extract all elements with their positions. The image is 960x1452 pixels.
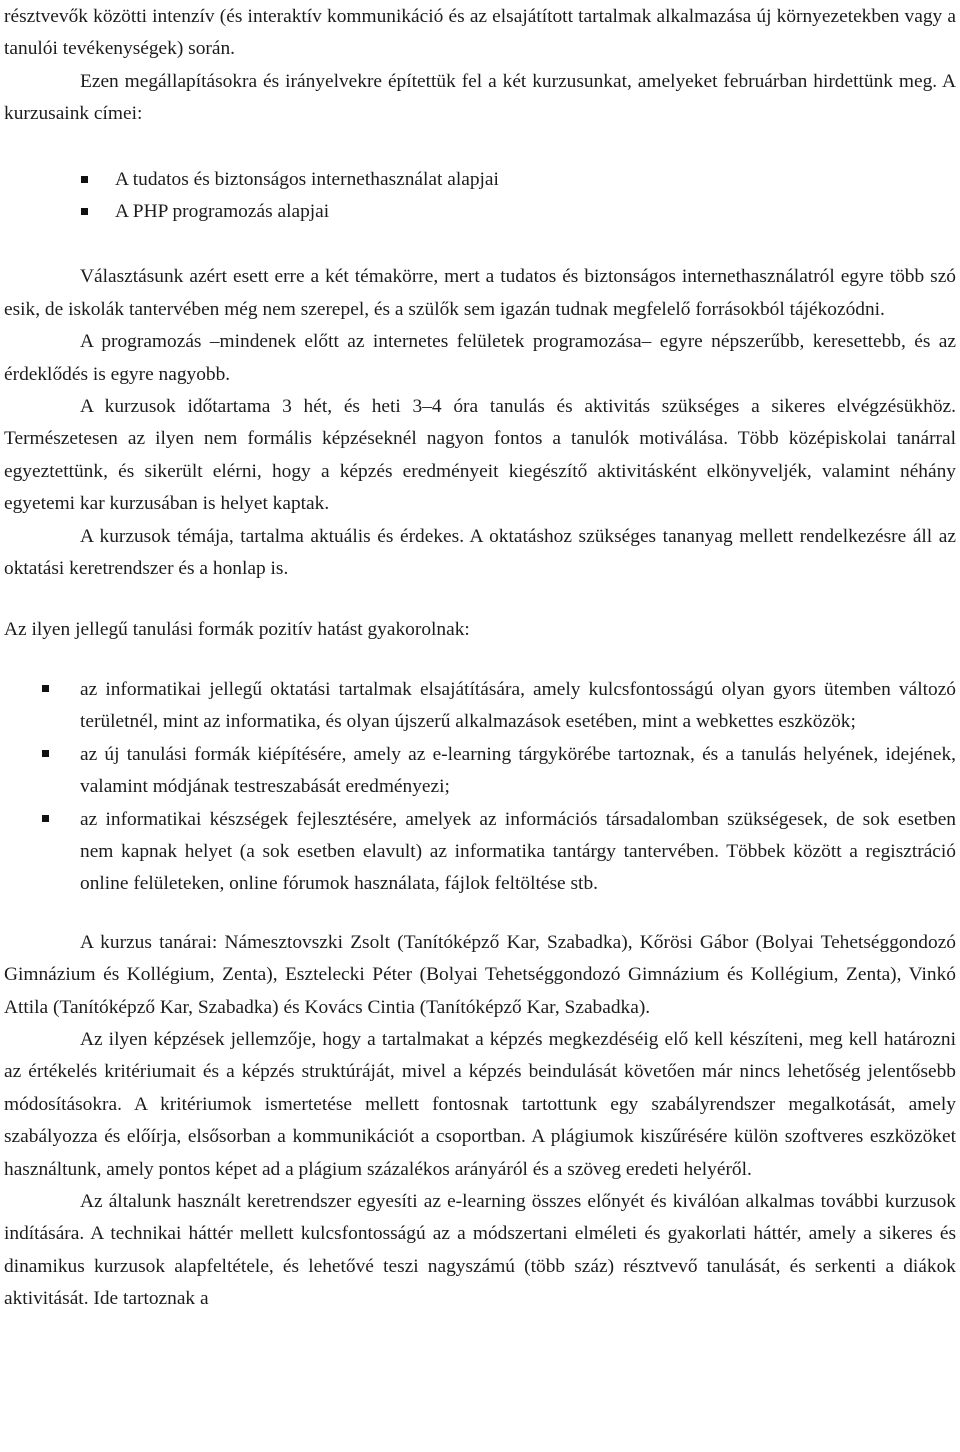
list-item: [4, 196, 956, 228]
square-bullet-icon: [42, 815, 49, 822]
paragraph-framework: Az általunk használt keretrendszer egyesíti az e-learning összes előnyét és kiválóan alkalmas további kurzusok indítására. A technikai háttér mellett kulcsfontosságú az a módszertani elméleti és gyakorlati háttér, amely a sikeres és dinamikus kurzusok alapfeltétele, és lehetővé teszi nagyszámú (több száz) résztvevő tanulását, és serkenti a diákok aktivitását. Ide tartoznak a: [4, 1191, 956, 1310]
paragraph-courses-intro: Ezen megállapításokra és irányelvekre építettük fel a két kurzusunkat, amelyeket februárban hirdettünk meg. A kurzusaink címei:: [4, 70, 956, 125]
effect-text: az informatikai jellegű oktatási tartalmak elsajátítására, amely kulcsfontosságú olyan gyors ütemben változó területnél, mint az informatika, és olyan újszerű alkalmazások esetében, mint a webkettes eszközök;: [80, 678, 956, 733]
list-item: [4, 164, 956, 196]
course-title-list: [4, 164, 956, 229]
square-bullet-icon: [81, 176, 88, 183]
paragraph-duration: A kurzusok időtartama 3 hét, és heti 3–4 óra tanulás és aktivitás szükséges a sikeres elvégzésükhöz. Természetesen az ilyen nem formális képzéseknél nagyon fontos a tanulók motiválása. Több középiskolai tanárral egyeztettünk, és sikerült elérni, hogy a képzés eredményeit kiegészítő aktivitásként elkönyveljék, valamint néhány egyetemi kar kurzusában is helyet kaptak.: [4, 396, 956, 515]
paragraph-preparation: Az ilyen képzések jellemzője, hogy a tartalmakat a képzés megkezdéséig elő kell készíteni, meg kell határozni az értékelés kritériumait és a képzés struktúráját, mivel a képzés beindulását követően már nincs lehetőség jelentősebb módosításokra. A kritériumok ismertetése mellett fontosnak tartottunk egy szabályrendszer megalkotását, amely szabályozza és előírja, elsősorban a kommunikációt a csoportban. A plágiumok kiszűrésére külön szoftveres eszközöket használtunk, amely pontos képet ad a plágium százalékos arányáról és a szöveg eredeti helyéről.: [4, 1028, 956, 1180]
effects-heading: Az ilyen jellegű tanulási formák pozitív hatást gyakorolnak:: [4, 618, 470, 640]
square-bullet-icon: [81, 208, 88, 215]
spacer: [4, 131, 956, 164]
effect-text: az informatikai készségek fejlesztésére, amelyek az információs társadalomban szükségesek, de sok esetben nem kapnak helyet (a sok esetben elavult) az informatika tantárgy tantervében. Többek között a regisztráció online felületeken, online fórumok használata, fájlok feltöltése stb.: [80, 808, 956, 895]
paragraph-teachers: A kurzus tanárai: Námesztovszki Zsolt (Tanítóképző Kar, Szabadka), Kőrösi Gábor (Bolyai Tehetséggondozó Gimnázium és Kollégium, Zenta), Esztelecki Péter (Bolyai Tehetséggondozó Gimnázium és Kollégium, Zenta), Vinkó Attila (Tanítóképző Kar, Szabadka) és Kovács Cintia (Tanítóképző Kar, Szabadka).: [4, 931, 956, 1018]
effect-text: az új tanulási formák kiépítésére, amely az e-learning tárgykörébe tartoznak, és a tanulás helyének, idejének, valamint módjának testreszabását eredményezi;: [80, 743, 956, 798]
spacer: [4, 646, 956, 674]
spacer: [4, 901, 956, 927]
effects-list: [4, 674, 956, 901]
square-bullet-icon: [42, 685, 49, 692]
list-item: [4, 804, 956, 901]
spacer: [4, 586, 956, 614]
square-bullet-icon: [42, 750, 49, 757]
paragraph-topic-choice: Választásunk azért esett erre a két témakörre, mert a tudatos és biztonságos internethasználatról egyre több szó esik, de iskolák tantervében még nem szerepel, és a szülők sem igazán tudnak megfelelő forrásokból tájékozódni.: [4, 266, 956, 320]
spacer: [4, 228, 956, 261]
course-title: A PHP programozás alapjai: [115, 201, 330, 223]
course-title: A tudatos és biztonságos internethasználat alapjai: [115, 168, 499, 190]
list-item: [4, 674, 956, 739]
paragraph-topic-content: A kurzusok témája, tartalma aktuális és érdekes. A oktatáshoz szükséges tananyag mellett rendelkezésre áll az oktatási keretrendszer és a honlap is.: [4, 525, 956, 580]
list-item: [4, 739, 956, 804]
paragraph-intro-tail: résztvevők közötti intenzív (és interaktív kommunikáció és az elsajátított tartalmak alkalmazása új környezetekben vagy a tanulói tevékenységek) során.: [4, 6, 956, 60]
document-page: [4, 0, 956, 1316]
paragraph-programming: A programozás –mindenek előtt az internetes felületek programozása– egyre népszerűbb, keresettebb, és az érdeklődés is egyre nagyobb.: [4, 331, 956, 385]
